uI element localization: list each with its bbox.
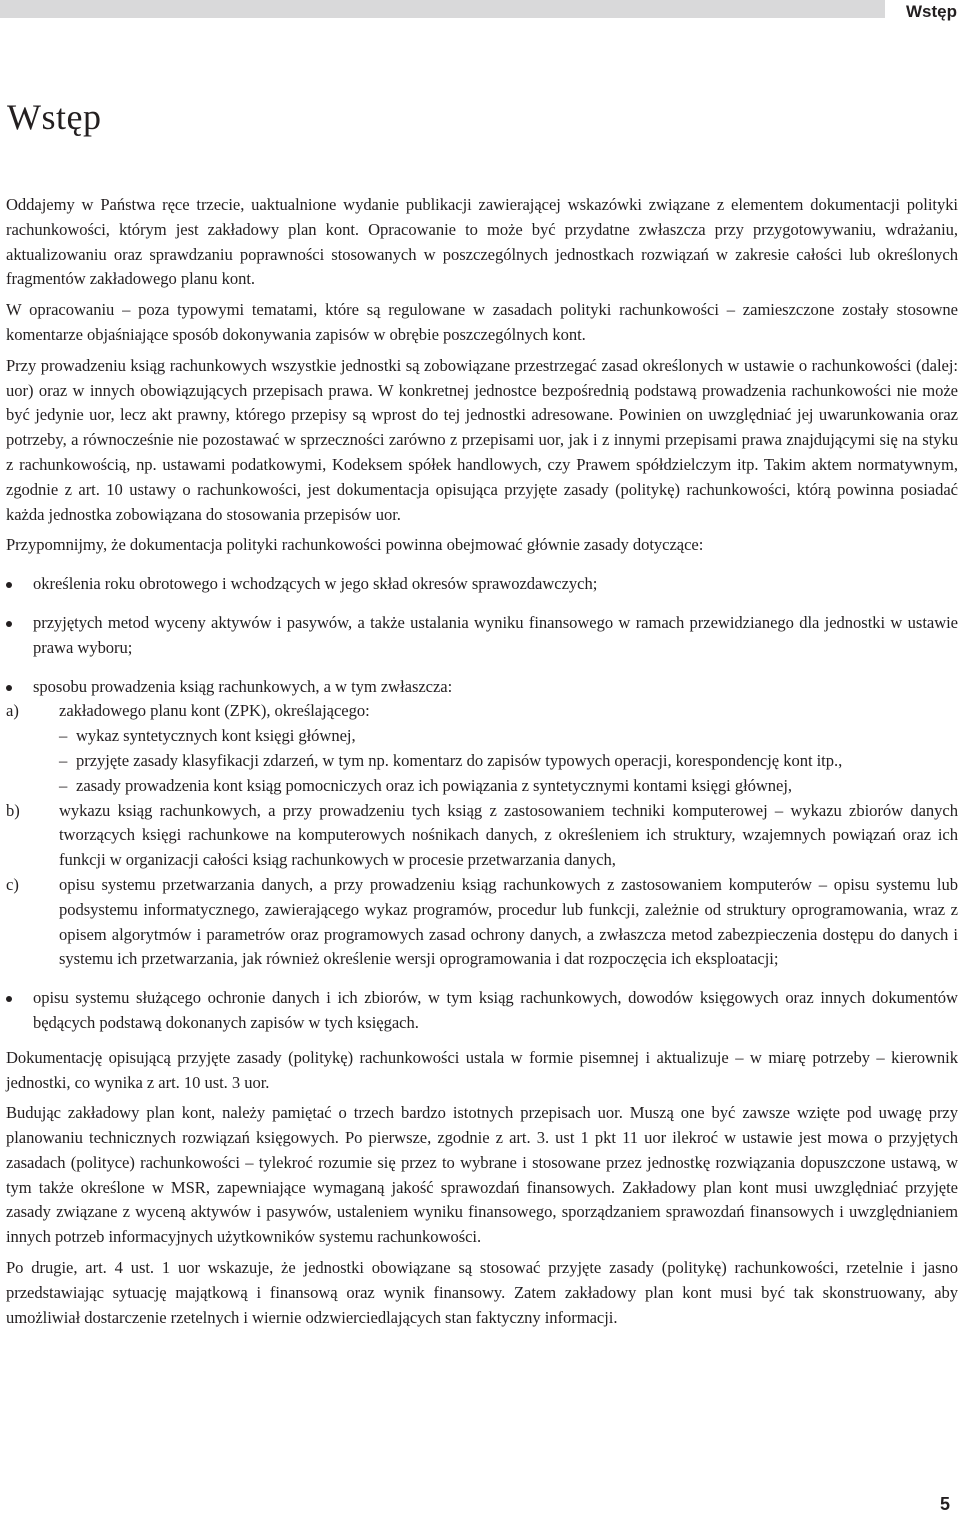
list-item <box>6 675 958 973</box>
list-item-text: sposobu prowadzenia ksiąg rachunkowych, a w tym zwłaszcza: <box>33 676 453 696</box>
dash-marker: – <box>59 750 68 770</box>
running-header: Wstęp <box>906 2 957 21</box>
list-item-text: opisu systemu służącego ochronie danych i ich zbiorów, w tym ksiąg rachunkowych, dowodów księgowych oraz innych dokumentów będących podstawą dokonanych zapisów w tych księgach. <box>33 988 958 1032</box>
sublist-marker: c) <box>6 874 19 894</box>
list-item <box>6 572 958 597</box>
bullet-icon <box>6 685 12 691</box>
dash-marker: – <box>59 726 68 746</box>
list-item <box>6 986 958 1036</box>
dash-list <box>59 724 958 798</box>
dash-item <box>59 774 958 799</box>
sublist-item <box>6 699 958 798</box>
list-item <box>6 611 958 661</box>
sublist-item-text: opisu systemu przetwarzania danych, a przy prowadzeniu ksiąg rachunkowych z zastosowaniem komputerów – opisu systemu lub podsystemu informatycznego, zawierającego wykaz programów, procedur lub funkcji, zależnie od struktury oprogramowania, wraz z opisem algorytmów i parametrów oraz programowych zasad ochrony danych, a zwłaszcza metod zabezpieczenia dostępu do danych i systemu ich przetwarzania, jak również określenie wersji oprogramowania i dat rozpoczęcia ich eksploatacji; <box>59 874 958 969</box>
sublist-marker: b) <box>6 800 20 820</box>
paragraph-outro: Po drugie, art. 4 ust. 1 uor wskazuje, że jednostki obowiązane są stosować przyjęte zasady (politykę) rachunkowości, rzetelnie i jasno przedstawiając sytuację majątkową i finansową oraz wynik finansowy. Zatem zakładowy plan kont musi być tak skonstruowany, aby umożliwiał dostarczenie rzetelnych i wiernie odzwierciedlających stan faktyczny informacji. <box>6 1258 958 1327</box>
list-item-text: określenia roku obrotowego i wchodzących w jego skład okresów sprawozdawczych; <box>33 574 598 594</box>
paragraph-intro: Przy prowadzeniu ksiąg rachunkowych wszystkie jednostki są zobowiązane przestrzegać zasad określonych w ustawie o rachunkowości (dalej: uor) oraz w innych obowiązujących przepisach prawa. W konkretnej jednostce bezpośrednią podstawą prowadzenia rachunkowości nie może być jedynie uor, lecz akt prawny, którego przepisy są wprost do tej jednostki adresowane. Powinien on uwzględniać jej uwarunkowania oraz potrzeby, a równocześnie nie pozostawać w sprzeczności zarówno z przepisami uor, jak i z innymi przepisami prawa znajdującymi się na styku z rachunkowością, np. ustawami podatkowymi, Kodeksem spółek handlowych, czy Prawem spółdzielczym itp. Takim aktem normatywnym, zgodnie z art. 10 ustawy o rachunkowości, jest dokumentacja opisująca przyjęte zasady (politykę) rachunkowości, którą powinna posiadać każda jednostka zobowiązana do stosowania przepisów uor. <box>6 355 958 524</box>
sublist-item-text: zakładowego planu kont (ZPK), określającego: <box>59 701 370 721</box>
paragraph-intro: Przypomnijmy, że dokumentacja polityki rachunkowości powinna obejmować głównie zasady dotyczące: <box>6 535 704 555</box>
paragraph-intro: Oddajemy w Państwa ręce trzecie, uaktualnione wydanie publikacji zawierającej wskazówki związane z elementem dokumentacji polityki rachunkowości, którym jest zakładowy plan kont. Opracowanie to może być przydatne zwłaszcza przy przygotowywaniu, wdrażaniu, aktualizowaniu oraz sprawdzaniu poprawności stosowanych w poszczególnych jednostkach rozwiązań w zakresie całości lub określonych fragmentów zakładowego planu kont. <box>6 195 958 289</box>
sublist-item <box>6 873 958 972</box>
list-item-text: przyjętych metod wyceny aktywów i pasywów, a także ustalania wyniku finansowego w ramach przewidzianego dla jednostki w ustawie prawa wyboru; <box>33 612 958 657</box>
body-text <box>6 193 958 1336</box>
sublist-marker: a) <box>6 701 19 721</box>
lettered-sublist <box>6 699 958 972</box>
bullet-icon <box>6 621 12 627</box>
sublist-item <box>6 799 958 873</box>
dash-item <box>59 749 958 774</box>
dash-item-text: wykaz syntetycznych kont księgi głównej, <box>76 726 356 746</box>
paragraph-outro: Dokumentację opisującą przyjęte zasady (politykę) rachunkowości ustala w formie pisemnej i aktualizuje – w miarę potrzeby – kierownik jednostki, co wynika z art. 10 ust. 3 uor. <box>6 1047 958 1092</box>
dash-item-text: przyjęte zasady klasyfikacji zdarzeń, w tym np. komentarz do zapisów typowych operacji, korespondencję kont itp., <box>76 750 843 770</box>
page-number: 5 <box>939 1494 950 1514</box>
paragraph-outro: Budując zakładowy plan kont, należy pamiętać o trzech bardzo istotnych przepisach uor. Muszą one być zawsze wzięte pod uwagę przy planowaniu technicznych rozwiązań księgowych. Po pierwsze, zgodnie z art. 3. ust 1 pkt 11 uor ilekroć w ustawie jest mowa o przyjętych zasadach (polityce) rachunkowości – tylekroć rozumie się przez to wybrane i stosowane przez jednostkę rozwiązania dopuszczone ustawą, w tym także określone w MSR, zapewniające wymaganą jakość sprawozdań finansowych. Zakładowy plan kont musi uwzględniać przyjęte zasady związane z wyceną aktywów i pasywów, ustaleniem wyniku finansowego, sporządzaniem sprawozdań finansowych i uwzględnianiem innych potrzeb informacyjnych użytkowników systemu rachunkowości. <box>6 1103 958 1247</box>
bullet-icon <box>6 996 12 1002</box>
bullet-list <box>6 572 958 1036</box>
sublist-item-text: wykazu ksiąg rachunkowych, a przy prowadzeniu tych ksiąg z zastosowaniem techniki komputerowej – wykazu zbiorów danych tworzących księgi rachunkowe na komputerowych nośnikach danych, z określeniem ich struktury, wzajemnych powiązań oraz ich funkcji w organizacji całości ksiąg rachunkowych w procesie przetwarzania danych, <box>59 800 958 870</box>
paragraph-intro: W opracowaniu – poza typowymi tematami, które są regulowane w zasadach polityki rachunkowości – zamieszczone zostały stosowne komentarze objaśniające sposób dokonywania zapisów w obrębie poszczególnych kont. <box>6 300 958 344</box>
dash-item-text: zasady prowadzenia kont ksiąg pomocniczych oraz ich powiązania z syntetycznymi kontami księgi głównej, <box>76 775 793 795</box>
header-band <box>0 0 885 18</box>
page-title: Wstęp <box>7 97 102 137</box>
bullet-icon <box>6 582 12 588</box>
dash-marker: – <box>59 775 68 795</box>
dash-item <box>59 724 958 749</box>
